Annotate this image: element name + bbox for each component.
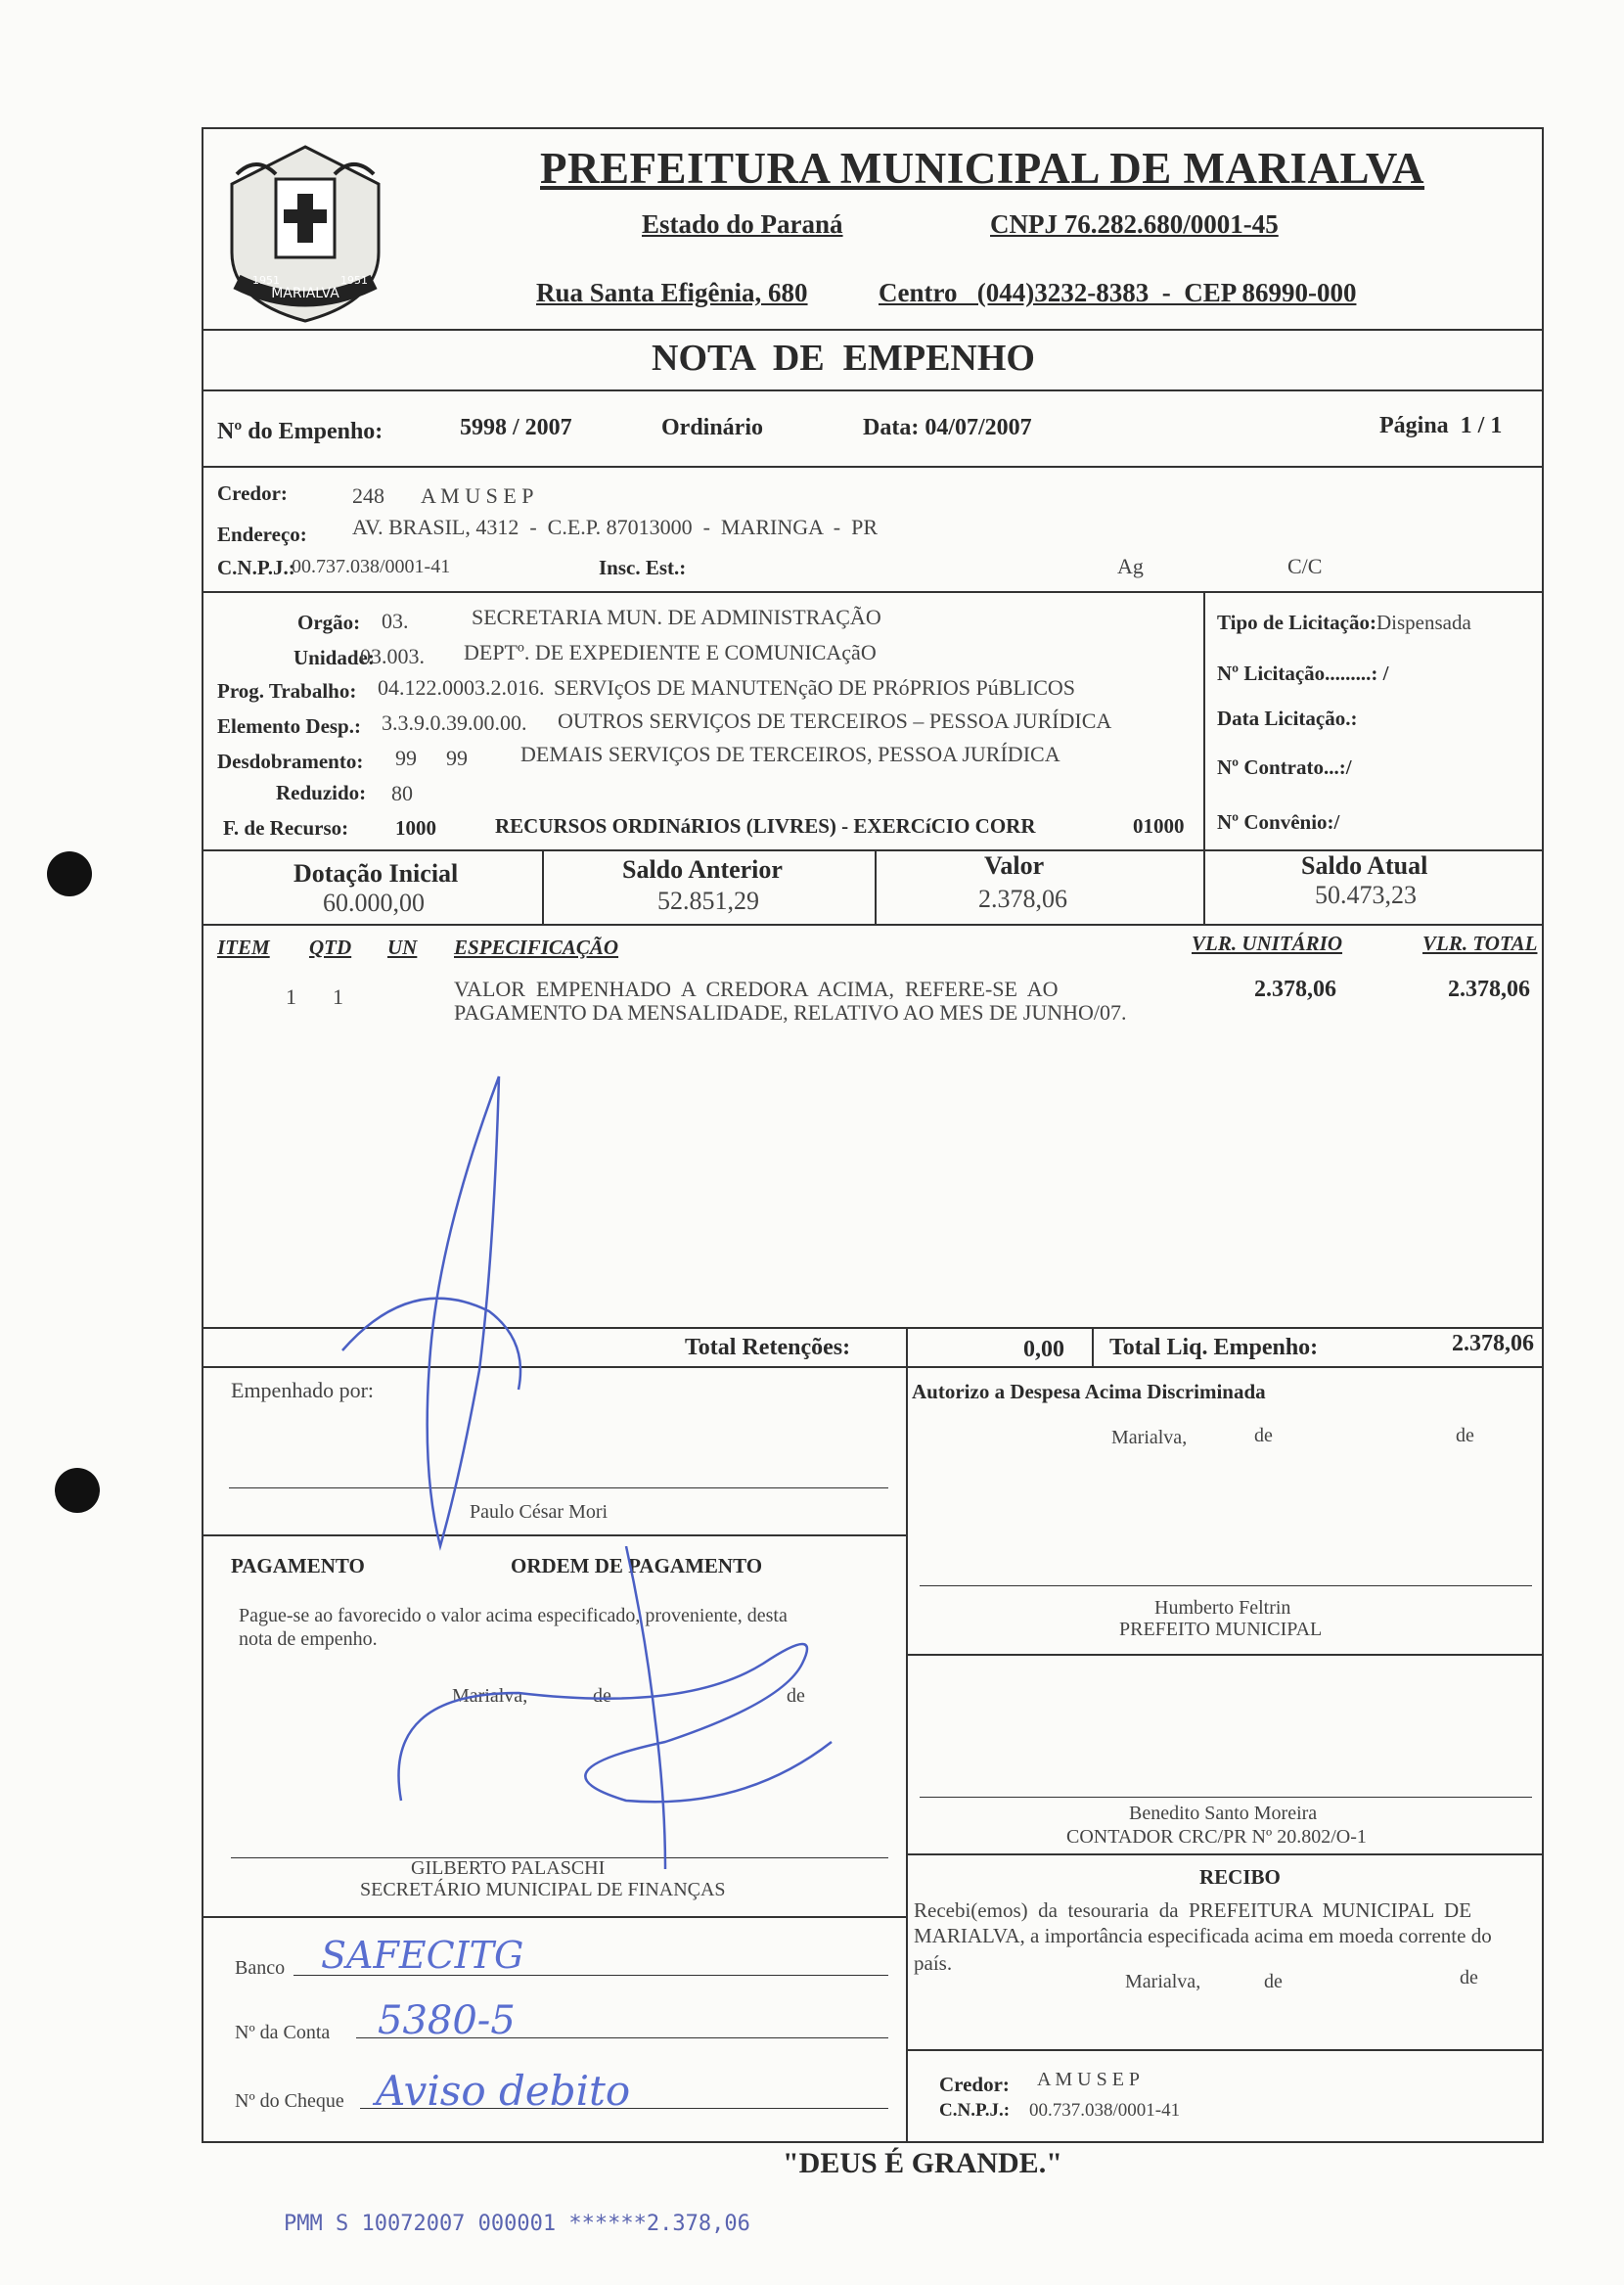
ag-label: Ag [1117,554,1144,578]
punch-hole-2 [55,1468,100,1513]
banco-label: Banco [235,1957,286,1979]
col-unit: VLR. UNITÁRIO [1192,932,1343,955]
elem-desc: OUTROS SERVIÇOS DE TERCEIROS – PESSOA JURÍDICA [558,708,1112,733]
empenho-page: Página 1 / 1 [1379,413,1503,438]
doc-title: NOTA DE EMPENHO [652,338,1035,379]
recibo-cnpj: 00.737.038/0001-41 [1029,2100,1181,2121]
unidade-label: Unidade: [293,646,375,669]
recibo-de1: de [1264,1971,1283,1992]
item-number: 1 [286,984,296,1009]
cheque-value[interactable]: Aviso debito [376,2067,631,2115]
signature-gilberto [372,1546,880,1879]
banco-value[interactable]: SAFECITG [321,1934,524,1977]
seal-year-right: 1951 [340,274,368,287]
desd-desc: DEMAIS SERVIÇOS DE TERCEIROS, PESSOA JURÍDICA [520,742,1060,766]
col-total: VLR. TOTAL [1422,932,1538,955]
seal-year-left: 1951 [252,274,280,287]
motto: "DEUS É GRANDE." [783,2147,1062,2179]
reduzido-label: Reduzido: [276,781,367,804]
header-street: Rua Santa Efigênia, 680 [536,278,808,307]
empenhado-label: Empenhado por: [231,1378,375,1402]
orgao-desc: SECRETARIA MUN. DE ADMINISTRAÇÃO [472,605,881,629]
pagamento-de2: de [787,1685,805,1707]
print-stamp: PMM S 10072007 000001 ******2.378,06 [284,2212,750,2236]
insc-label: Insc. Est.: [599,556,687,579]
elem-label: Elemento Desp.: [217,714,361,738]
secretario-name: GILBERTO PALASCHI [411,1857,606,1879]
liq-empenho-label: Total Liq. Empenho: [1109,1335,1319,1360]
credor-cnpj: 00.737.038/0001-41 [292,556,451,577]
empenho-number: 5998 / 2007 [460,415,572,440]
credor-address: AV. BRASIL, 4312 - C.E.P. 87013000 - MARINGA - PR [352,515,879,539]
reduzido-value: 80 [391,781,413,805]
saldo-atual-value: 50.473,23 [1315,881,1417,909]
pagamento-city: Marialva, [452,1685,528,1707]
recurso-code: 1000 [395,816,436,840]
valor-value: 2.378,06 [978,885,1067,913]
prefeito-name: Humberto Feltrin [1154,1597,1291,1619]
empenho-date: Data: 04/07/2007 [863,415,1032,440]
recibo-credor-name: A M U S E P [1037,2069,1141,2090]
empenho-label: Nº do Empenho: [217,419,383,444]
valor-label: Valor [984,851,1045,880]
desd-code2: 99 [446,746,468,770]
pagamento-de1: de [593,1685,611,1707]
liq-empenho-value: 2.378,06 [1452,1331,1534,1356]
cc-label: C/C [1287,554,1323,578]
recibo-line1: Recebi(emos) da tesouraria da PREFEITURA MUNICIPAL DE [914,1898,1472,1922]
recibo-line3: país. [914,1951,953,1975]
orgao-code: 03. [382,609,409,633]
prog-desc: SERVIçOS DE MANUTENçãO DE PRóPRIOS PúBLICOS [554,675,1075,700]
empenho-type: Ordinário [661,415,764,440]
item-spec-line1: VALOR EMPENHADO A CREDORA ACIMA, REFERE-SE AO [454,977,1059,1001]
col-item: ITEM [217,936,270,959]
recibo-cnpj-label: C.N.P.J.: [939,2100,1011,2121]
pagamento-label: PAGAMENTO [231,1554,365,1577]
municipal-seal-icon [207,135,403,331]
col-spec: ESPECIFICAÇÃO [454,936,619,959]
contador-title: CONTADOR CRC/PR Nº 20.802/O-1 [1066,1826,1367,1848]
saldo-atual-label: Saldo Atual [1301,851,1428,880]
conta-value[interactable]: 5380-5 [378,1998,516,2043]
col-qtd: QTD [309,936,352,959]
credor-label: Credor: [217,481,288,505]
autorizo-label: Autorizo a Despesa Acima Discriminada [912,1380,1266,1403]
conta-label: Nº da Conta [235,2022,331,2043]
pagamento-text-line1: Pague-se ao favorecido o valor acima especificado, proveniente, desta [239,1605,788,1626]
recibo-line2: MARIALVA, a importância especificada acima em moeda corrente do [914,1924,1492,1947]
dotacao-label: Dotação Inicial [293,859,459,888]
autorizo-city: Marialva, [1111,1427,1188,1448]
licitacao-data: Data Licitação.: [1217,707,1358,730]
empenhado-name: Paulo César Mori [470,1501,609,1523]
cnpj-label: C.N.P.J.: [217,556,295,579]
licitacao-tipo-label: Tipo de Licitação: [1217,611,1376,634]
desd-label: Desdobramento: [217,750,364,773]
item-total-value: 2.378,06 [1448,977,1530,1002]
saldo-anterior-value: 52.851,29 [657,887,759,915]
state-name: Estado do Paraná [642,209,843,239]
col-un: UN [387,936,418,959]
recibo-credor-label: Credor: [939,2073,1010,2096]
header-address: Centro (044)3232-8383 - CEP 86990-000 [879,278,1357,307]
contador-name: Benedito Santo Moreira [1129,1803,1318,1824]
prefeito-title: PREFEITO MUNICIPAL [1119,1619,1323,1640]
signature-paulo-mori [293,1057,548,1566]
org-name: PREFEITURA MUNICIPAL DE MARIALVA [540,144,1425,193]
licitacao-tipo-value: Dispensada [1376,611,1471,634]
orgao-label: Orgão: [297,611,361,634]
convenio: Nº Convênio:/ [1217,810,1340,834]
prog-label: Prog. Trabalho: [217,679,357,703]
unidade-desc: DEPTº. DE EXPEDIENTE E COMUNICAçãO [464,640,877,664]
contrato: Nº Contrato...:/ [1217,755,1352,779]
elem-code: 3.3.9.0.39.00.00. [382,710,527,735]
credor-code: 248 [352,483,384,508]
item-unit-value: 2.378,06 [1254,977,1336,1002]
saldo-anterior-label: Saldo Anterior [622,855,783,884]
dotacao-value: 60.000,00 [323,889,425,917]
recurso-label: F. de Recurso: [223,816,349,840]
secretario-title: SECRETÁRIO MUNICIPAL DE FINANÇAS [360,1879,726,1900]
header-cnpj: CNPJ 76.282.680/0001-45 [990,209,1279,239]
recibo-city: Marialva, [1125,1971,1201,1992]
licitacao-tipo [1217,611,1471,635]
recurso-desc: RECURSOS ORDINáRIOS (LIVRES) - EXERCíCIO CORR [495,814,1036,838]
retencoes-value: 0,00 [1023,1337,1064,1362]
recibo-title: RECIBO [1199,1865,1281,1889]
recurso-num: 01000 [1133,814,1185,838]
autorizo-de2: de [1456,1425,1474,1446]
desd-code1: 99 [395,746,417,770]
licitacao-numero: Nº Licitação.........: / [1217,662,1389,685]
autorizo-de1: de [1254,1425,1273,1446]
address-label: Endereço: [217,523,307,546]
punch-hole-1 [47,851,92,896]
cheque-label: Nº do Cheque [235,2090,344,2112]
item-qtd: 1 [333,984,343,1009]
pagamento-text-line2: nota de empenho. [239,1628,378,1650]
prog-code: 04.122.0003.2.016. [378,675,545,700]
retencoes-label: Total Retenções: [685,1335,851,1360]
ordem-pagamento-label: ORDEM DE PAGAMENTO [511,1554,763,1577]
seal-text: MARIALVA [271,286,339,301]
recibo-de2: de [1460,1967,1478,1988]
item-spec-line2: PAGAMENTO DA MENSALIDADE, RELATIVO AO MES DE JUNHO/07. [454,1000,1127,1025]
credor-name: A M U S E P [421,483,534,508]
unidade-code: 03.003. [360,644,425,668]
